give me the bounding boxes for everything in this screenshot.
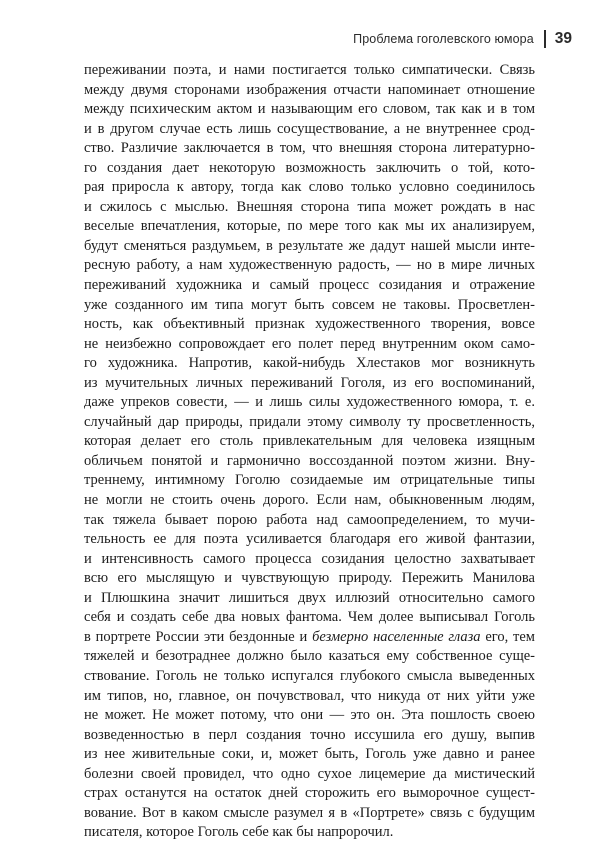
text-line: ствование. Гоголь не только испугался глубокого смысла выведенных (84, 667, 535, 684)
text-line: которая делает его столь привлекательным для человека изящным (84, 433, 535, 450)
text-line: обличьем понятой и гармонично воссозданной поэтом жизни. Вну- (84, 452, 535, 469)
italic-emphasis: безмерно населенные глаза (312, 628, 481, 645)
page-number: 39 (554, 30, 572, 47)
text-line: треннему, интимному Гоголю созидаемые им отрицательные типы (84, 472, 535, 489)
text-line: рая приросла к автору, тогда как слово только условно соединилось (84, 179, 535, 196)
text-line: переживаний художника и самый процесс созидания и отражение (84, 277, 535, 294)
text-line: будут сменяться раздумьем, в результате же дадут нашей мысли инте- (84, 237, 535, 254)
text-line: и интенсивность самого процесса созидания целостно захватывает (84, 550, 535, 567)
text-line: ность, как объективный признак художественного творения, вовсе (84, 316, 535, 333)
text-segment: в портрете России эти бездонные и (84, 628, 313, 645)
text-line: переживании поэта, и нами постигается только симпатически. Связь (84, 62, 535, 78)
header-divider (544, 30, 546, 48)
text-line: болезни своей провидел, что одно сухое лицемерие да мистический (84, 765, 535, 782)
text-line: не может. Не может потому, что они — это он. Эта пошлость своею (84, 707, 535, 724)
text-line: им типов, но, главное, он почувствовал, что никуда от них уйти уже (84, 687, 535, 704)
text-line: тельность ее для поэта усиливается благодаря его живой фантазии, (84, 531, 535, 548)
text-line: ство. Различие заключается в том, что внешняя сторона литературно- (84, 140, 535, 157)
text-line: не могли не стоить очень дорого. Если нам, обыкновенным людям, (84, 492, 535, 509)
text-line: так тяжела бывает порою работа над самоопределением, то мучи- (84, 511, 535, 528)
text-line: веселые впечатления, которые, по мере того как мы их анализируем, (84, 218, 535, 235)
text-line: между двумя сторонами изображения отчасти напоминает отношение (84, 81, 535, 98)
text-line: и сжилось с мыслью. Внешняя сторона типа может рождать в нас (84, 198, 535, 215)
text-line: из нее живительные соки, и, может быть, Гоголь уже давно и ранее (84, 746, 535, 763)
text-line: ресную работу, а нам художественную радость, — но в мире личных (84, 257, 535, 274)
text-line: и Плюшкина значит лишиться двух иллюзий относительно самого (84, 589, 535, 606)
text-line: уже созданного им типа могут быть совсем не таковы. Просветлен- (84, 296, 535, 313)
text-line: из мучительных личных переживаний Гоголя, из его воспоминаний, (84, 374, 535, 391)
text-line: возведенностью в перл создания точно иссушила его душу, выпив (84, 726, 535, 743)
text-line: тяжелей и безотраднее должно было казаться ему собственное суще- (84, 648, 535, 665)
text-line: между психическим актом и называющим его словом, так как и в том (84, 101, 535, 118)
body-text (84, 61, 535, 843)
text-line: го создания дает некоторую возможность заключить о той, кото- (84, 159, 535, 176)
text-line-with-italic (84, 628, 535, 648)
text-line: страх останутся на остаток дней сторожить его выморочное сущест- (84, 785, 535, 802)
text-line: даже упреков совести, — и лишь силы художественного юмора, т. е. (84, 394, 535, 411)
text-line: не неизбежно сопровождает его полет перед внутренним оком само- (84, 335, 535, 352)
text-line-last: писателя, которое Гоголь себе как бы напророчил. (84, 824, 394, 841)
running-head (353, 30, 572, 48)
text-line: и в другом случае есть лишь сосуществование, а не внутреннее срод- (84, 120, 535, 137)
running-title: Проблема гоголевского юмора (353, 32, 534, 46)
text-line: го художника. Напротив, какой-нибудь Хлестаков мог возникнуть (84, 355, 535, 372)
text-segment: его, тем (480, 628, 535, 645)
text-line: вование. Вот в каком смысле разумел я в «Портрете» связь с будущим (84, 804, 535, 821)
text-line: себя и создать себе два новых фантома. Чем долее выписывал Гоголь (84, 609, 535, 626)
text-line: случайный дар природы, придали этому символу ту просветленность, (84, 413, 535, 430)
text-line: всю его мыслящую и чувствующую природу. Пережить Манилова (84, 570, 535, 587)
